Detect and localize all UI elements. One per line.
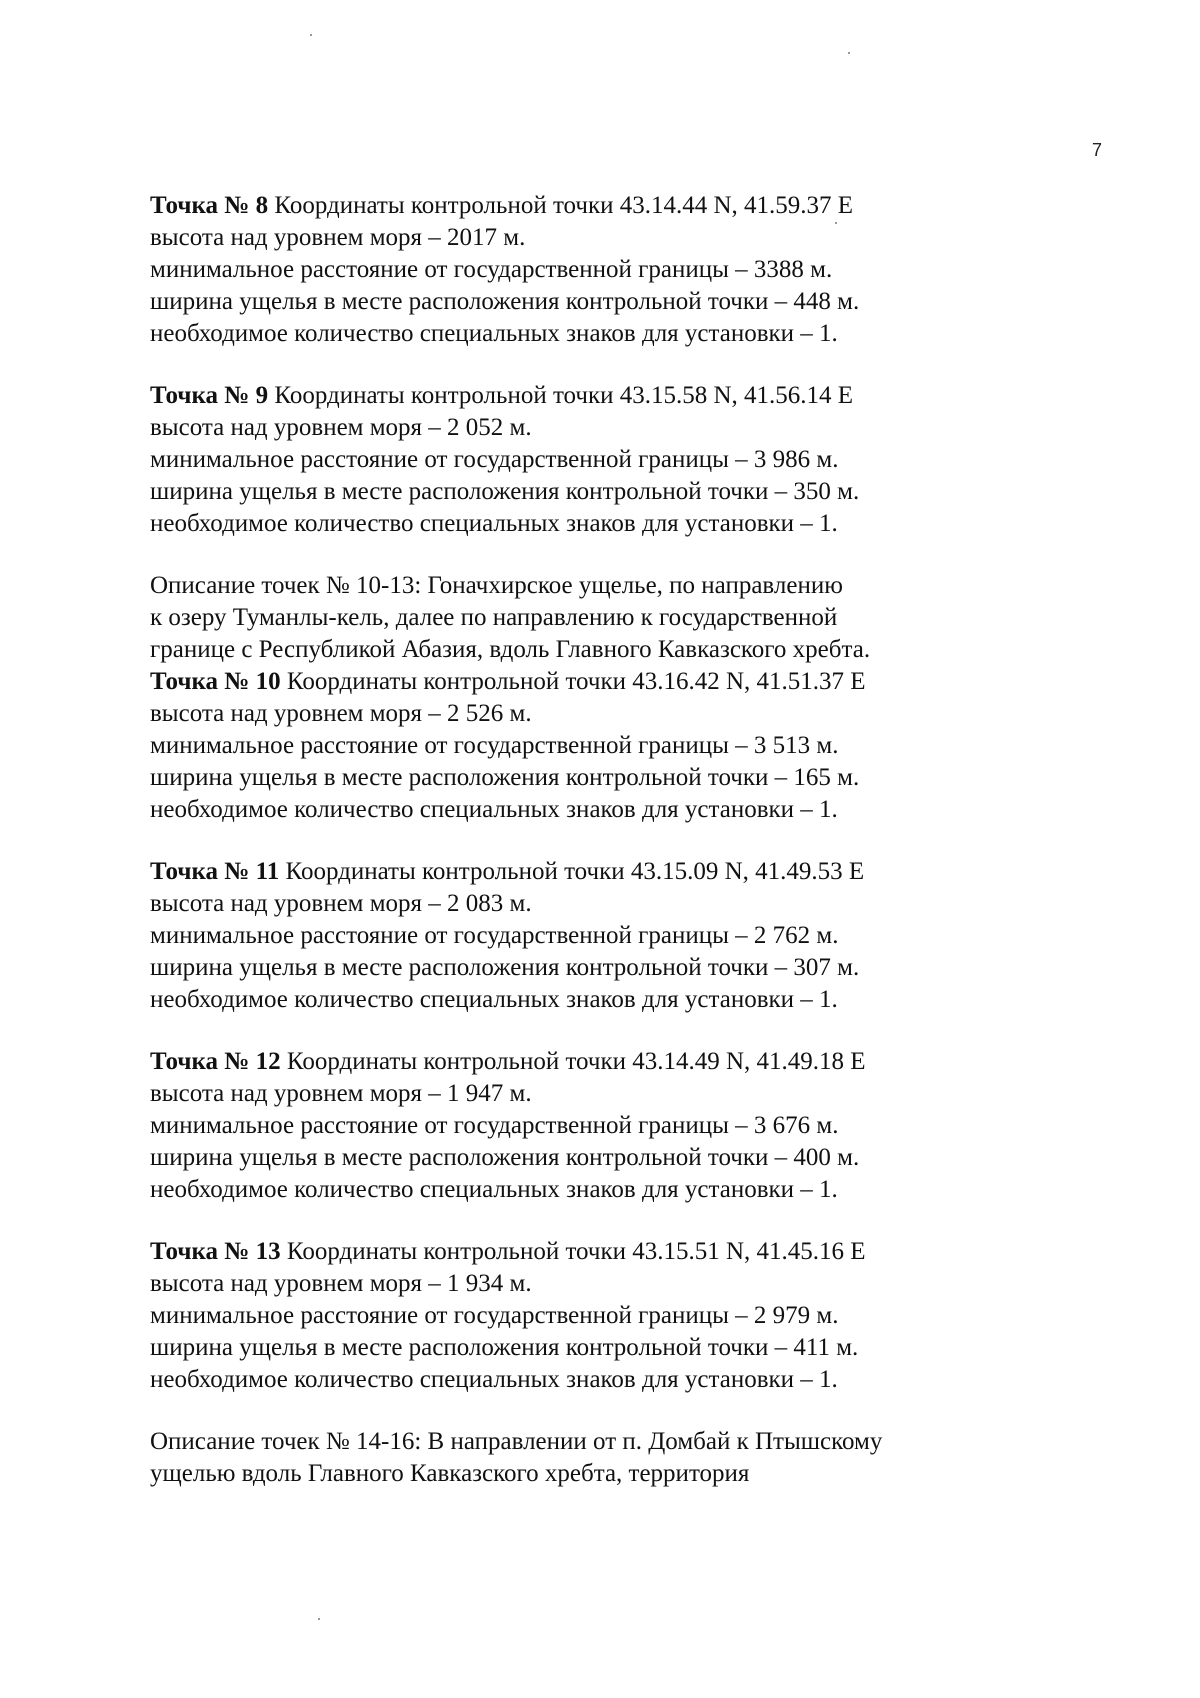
point-label: Точка № 11 [150, 858, 280, 885]
point-gorge-width: ширина ущелья в месте расположения контрольной точки – 448 м. [150, 288, 860, 315]
point-signs-count: необходимое количество специальных знаков для установки – 1. [150, 510, 838, 537]
point-heading [150, 1236, 1030, 1268]
point-border-distance: минимальное расстояние от государственной границы – 2 979 м. [150, 1302, 839, 1329]
point-altitude: высота над уровнем моря – 2017 м. [150, 224, 526, 251]
point-block-11 [150, 856, 1030, 1016]
scan-speck [318, 1618, 320, 1620]
point-coordinates: Координаты контрольной точки 43.15.09 N, 41.49.53 E [279, 858, 865, 885]
point-border-distance: минимальное расстояние от государственной границы – 2 762 м. [150, 922, 839, 949]
description-line: Описание точек № 14-16: В направлении от п. Домбай к Птышскому [150, 1428, 883, 1455]
point-signs-count: необходимое количество специальных знаков для установки – 1. [150, 1366, 838, 1393]
point-gorge-width: ширина ущелья в месте расположения контрольной точки – 307 м. [150, 954, 860, 981]
point-label: Точка № 9 [150, 382, 269, 409]
point-signs-count: необходимое количество специальных знаков для установки – 1. [150, 320, 838, 347]
point-signs-count: необходимое количество специальных знаков для установки – 1. [150, 796, 838, 823]
point-gorge-width: ширина ущелья в месте расположения контрольной точки – 350 м. [150, 478, 860, 505]
point-altitude: высота над уровнем моря – 2 052 м. [150, 414, 532, 441]
scan-speck [310, 34, 312, 36]
description-line: Описание точек № 10-13: Гоначхирское ущелье, по направлению [150, 572, 843, 599]
point-block-12 [150, 1046, 1030, 1206]
point-block-9 [150, 380, 1030, 540]
point-heading [150, 1046, 1030, 1078]
point-signs-count: необходимое количество специальных знаков для установки – 1. [150, 986, 838, 1013]
description-block-14-16 [150, 1426, 1030, 1490]
point-label: Точка № 13 [150, 1238, 281, 1265]
point-coordinates: Координаты контрольной точки 43.14.44 N, 41.59.37 E [268, 192, 854, 219]
point-label: Точка № 12 [150, 1048, 281, 1075]
scan-speck [848, 52, 850, 54]
point-signs-count: необходимое количество специальных знаков для установки – 1. [150, 1176, 838, 1203]
page-number: 7 [1092, 140, 1103, 160]
point-coordinates: Координаты контрольной точки 43.14.49 N, 41.49.18 E [280, 1048, 866, 1075]
point-heading [150, 666, 1030, 698]
point-label: Точка № 8 [150, 192, 269, 219]
point-gorge-width: ширина ущелья в месте расположения контрольной точки – 165 м. [150, 764, 860, 791]
description-line: границе с Республикой Абазия, вдоль Главного Кавказского хребта. [150, 636, 871, 663]
description-block-10-13 [150, 570, 1030, 826]
point-altitude: высота над уровнем моря – 2 526 м. [150, 700, 532, 727]
point-border-distance: минимальное расстояние от государственной границы – 3 676 м. [150, 1112, 839, 1139]
point-altitude: высота над уровнем моря – 2 083 м. [150, 890, 532, 917]
point-label: Точка № 10 [150, 668, 281, 695]
document-body [150, 190, 1030, 1520]
description-line: ущелью вдоль Главного Кавказского хребта, территория [150, 1460, 750, 1487]
point-altitude: высота над уровнем моря – 1 947 м. [150, 1080, 532, 1107]
point-border-distance: минимальное расстояние от государственной границы – 3 986 м. [150, 446, 839, 473]
point-altitude: высота над уровнем моря – 1 934 м. [150, 1270, 532, 1297]
point-coordinates: Координаты контрольной точки 43.15.58 N, 41.56.14 E [268, 382, 854, 409]
point-coordinates: Координаты контрольной точки 43.15.51 N, 41.45.16 E [280, 1238, 866, 1265]
point-border-distance: минимальное расстояние от государственной границы – 3388 м. [150, 256, 833, 283]
point-gorge-width: ширина ущелья в месте расположения контрольной точки – 400 м. [150, 1144, 860, 1171]
point-block-13 [150, 1236, 1030, 1396]
point-block-8 [150, 190, 1030, 350]
point-heading [150, 856, 1030, 888]
point-coordinates: Координаты контрольной точки 43.16.42 N, 41.51.37 E [280, 668, 866, 695]
point-gorge-width: ширина ущелья в месте расположения контрольной точки – 411 м. [150, 1334, 859, 1361]
point-heading [150, 380, 1030, 412]
point-heading [150, 190, 1030, 222]
description-line: к озеру Туманлы-кель, далее по направлению к государственной [150, 604, 838, 631]
point-border-distance: минимальное расстояние от государственной границы – 3 513 м. [150, 732, 839, 759]
